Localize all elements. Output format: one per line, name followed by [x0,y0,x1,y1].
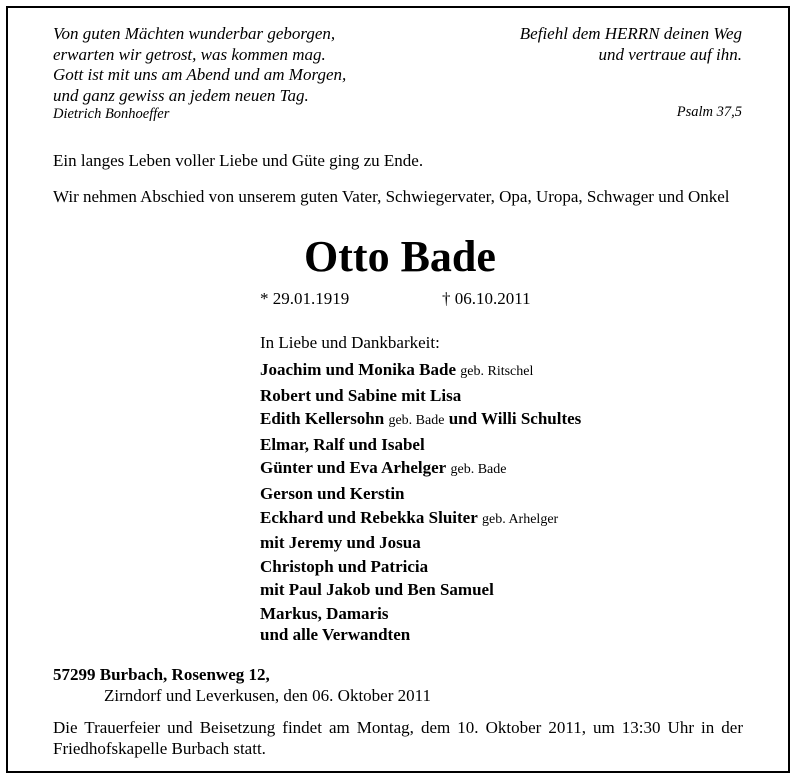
death-date: † 06.10.2011 [442,289,531,308]
mourner-names: mit Paul Jakob und Ben Samuel [260,580,494,600]
place-date: Zirndorf und Leverkusen, den 06. Oktober 2011 [104,686,432,705]
mourner-row [260,358,581,384]
mourner-names: Eckhard und Rebekka Sluiter [260,507,478,527]
quote-line: Befiehl dem HERRN deinen Weg [519,24,742,43]
quote-line: Von guten Mächten wunderbar geborgen, [53,24,336,43]
mourner-names: Elmar, Ralf und Isabel [260,434,425,454]
maiden-name: geb. Bade [388,413,445,429]
funeral-notice: Die Trauerfeier und Beisetzung findet am Montag, dem 10. Oktober 2011, um 13:30 Uhr in der Friedhofskapelle Burbach statt. [53,718,743,758]
mourner-names: Markus, Damaris [260,603,389,623]
deceased-name: Otto Bade [304,232,496,281]
birth-date: * 29.01.1919 [260,289,350,308]
mourner-row [260,578,581,602]
psalm-source: Psalm 37,5 [676,104,742,120]
quote-author: Dietrich Bonhoeffer [53,106,170,122]
intro-line: Ein langes Leben voller Liebe und Güte ging zu Ende. [53,151,424,170]
maiden-name: geb. Arhelger [482,511,559,527]
mourner-names: und Willi Schultes [448,409,582,429]
mourner-row [260,555,581,579]
mourner-row [260,531,581,555]
maiden-name: geb. Bade [450,462,507,478]
mourners-heading: In Liebe und Dankbarkeit: [260,333,440,352]
mourner-row [260,482,581,506]
mourner-names: Joachim und Monika Bade [260,360,457,379]
mourner-names: mit Jeremy und Josua [260,533,421,553]
mourners-list [260,358,581,626]
intro-paragraph: Wir nehmen Abschied von unserem guten Vater, Schwiegervater, Opa, Uropa, Schwager und Onkel [53,187,730,206]
psalm-quote [520,24,742,65]
address-street: 57299 Burbach, Rosenweg 12, [53,665,270,684]
quote-line: Gott ist mit uns am Abend und am Morgen, [53,65,347,84]
maiden-name: geb. Ritschel [460,364,534,379]
mourner-names: Gerson und Kerstin [260,483,405,503]
quote-line: und vertraue auf ihn. [598,44,742,64]
mourner-names: Christoph und Patricia [260,556,429,576]
mourner-names: Günter und Eva Arhelger [260,458,447,478]
mourner-row [260,407,581,433]
mourner-names: Robert und Sabine mit Lisa [260,385,462,405]
mourner-row [260,506,581,532]
mourner-row [260,384,581,408]
bonhoeffer-quote [53,24,346,106]
mourner-row [260,602,581,626]
mourner-row [260,433,581,457]
quote-line: und ganz gewiss an jedem neuen Tag. [53,85,309,105]
relatives-line: und alle Verwandten [260,625,411,644]
quote-line: erwarten wir getrost, was kommen mag. [53,44,326,64]
mourner-row [260,456,581,482]
mourner-names: Edith Kellersohn [260,409,385,429]
